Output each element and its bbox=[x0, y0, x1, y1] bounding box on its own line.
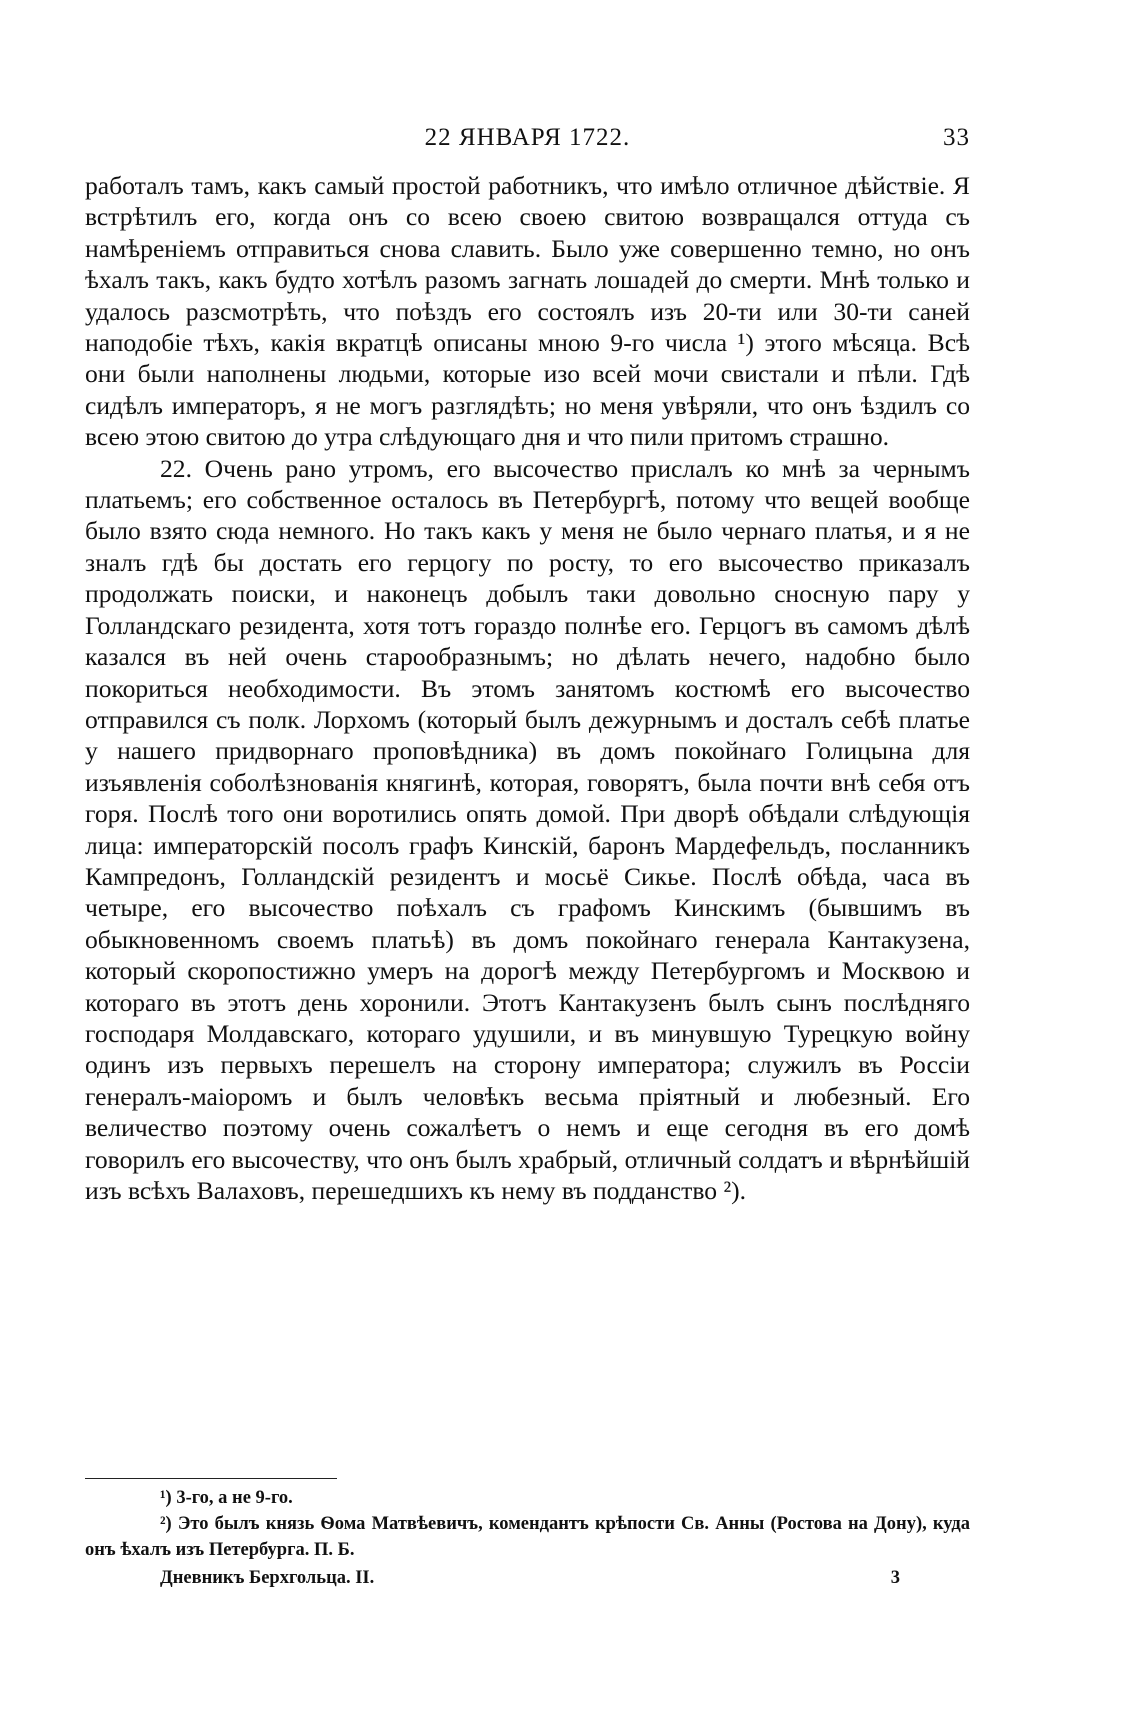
footnote-2: ²) Это былъ князь Ѳома Матвѣевичъ, комендантъ крѣпости Св. Анны (Ростова на Дону), куда онъ ѣхалъ изъ Петербурга. П. Б. bbox=[85, 1514, 970, 1560]
running-title: 22 ЯНВАРЯ 1722. bbox=[424, 124, 631, 151]
footnotes bbox=[85, 1485, 970, 1563]
running-header bbox=[85, 124, 970, 160]
page-footer bbox=[160, 1568, 900, 1598]
footnote-divider bbox=[85, 1478, 337, 1479]
main-text bbox=[85, 170, 970, 1206]
paragraph: работалъ тамъ, какъ самый простой работникъ, что имѣло отличное дѣйствіе. Я встрѣтилъ его, когда онъ со всею своею свитою возвращался оттуда съ намѣреніемъ отправиться снова славить. Было уже совершенно темно, но онъ ѣхалъ такъ, какъ будто хотѣлъ разомъ загнать лошадей до смерти. Мнѣ только и удалось разсмотрѣть, что поѣздъ его состоялъ изъ 20-ти или 30-ти саней наподобіе тѣхъ, какія вкратцѣ описаны мною 9-го числа ¹) этого мѣсяца. Всѣ они были наполнены людьми, которые изо всей мочи свистали и пѣли. Гдѣ сидѣлъ императоръ, я не могъ разглядѣть; но меня увѣряли, что онъ ѣздилъ со всею этою свитою до утра слѣдующаго дня и что пили притомъ страшно. bbox=[85, 171, 970, 452]
footnote-1: ¹) 3-го, а не 9-го. bbox=[160, 1488, 293, 1508]
paragraph: 22. Очень рано утромъ, его высочество прислалъ ко мнѣ за чернымъ платьемъ; его собственное осталось въ Петербургѣ, потому что вещей вообще было взято сюда немного. Но такъ какъ у меня не было чернаго платья, и я не зналъ гдѣ бы достать его герцогу по росту, то его высочество приказалъ продолжать поиски, и наконецъ добылъ таки довольно сносную пару у Голландскаго резидента, хотя тотъ гораздо полнѣе его. Герцогъ въ самомъ дѣлѣ казался въ ней очень старообразнымъ; но дѣлать нечего, надобно было покориться необходимости. Въ этомъ занятомъ костюмѣ его высочество отправился съ полк. Лорхомъ (который былъ дежурнымъ и досталъ себѣ платье у нашего придворнаго проповѣдника) въ домъ покойнаго Голицына для изъявленія соболѣзнованія княгинѣ, которая, говорятъ, была почти внѣ себя отъ горя. Послѣ того они воротились опять домой. При дворѣ обѣдали слѣдующія лица: императорскій посолъ графъ Кинскій, баронъ Мардефельдъ, посланникъ Кампредонъ, Голландскій резидентъ и мосьё Сикье. Послѣ обѣда, часа въ четыре, его высочество поѣхалъ съ графомъ Кинскимъ (бывшимъ въ обыкновенномъ своемъ платьѣ) въ домъ покойнаго генерала Кантакузена, который скоропостижно умеръ на дорогѣ между Петербургомъ и Москвою и котораго въ этотъ день хоронили. Этотъ Кантакузенъ былъ сынъ послѣдняго господаря Молдавскаго, котораго удушили, и въ минувшую Турецкую войну одинъ изъ первыхъ перешелъ на сторону императора; служилъ въ Россіи генералъ-маіоромъ и былъ человѣкъ весьма пріятный и любезный. Его величество поэтому очень сожалѣетъ о немъ и еще сегодня въ его домѣ говорилъ его высочеству, что онъ былъ храбрый, отличный солдатъ и вѣрнѣйшій изъ всѣхъ Валаховъ, перешедшихъ къ нему въ подданство ²). bbox=[85, 453, 970, 1205]
page-number: 33 bbox=[943, 124, 970, 151]
signature-mark: 3 bbox=[890, 1568, 900, 1588]
book-title: Дневникъ Берхгольца. II. bbox=[160, 1568, 375, 1588]
